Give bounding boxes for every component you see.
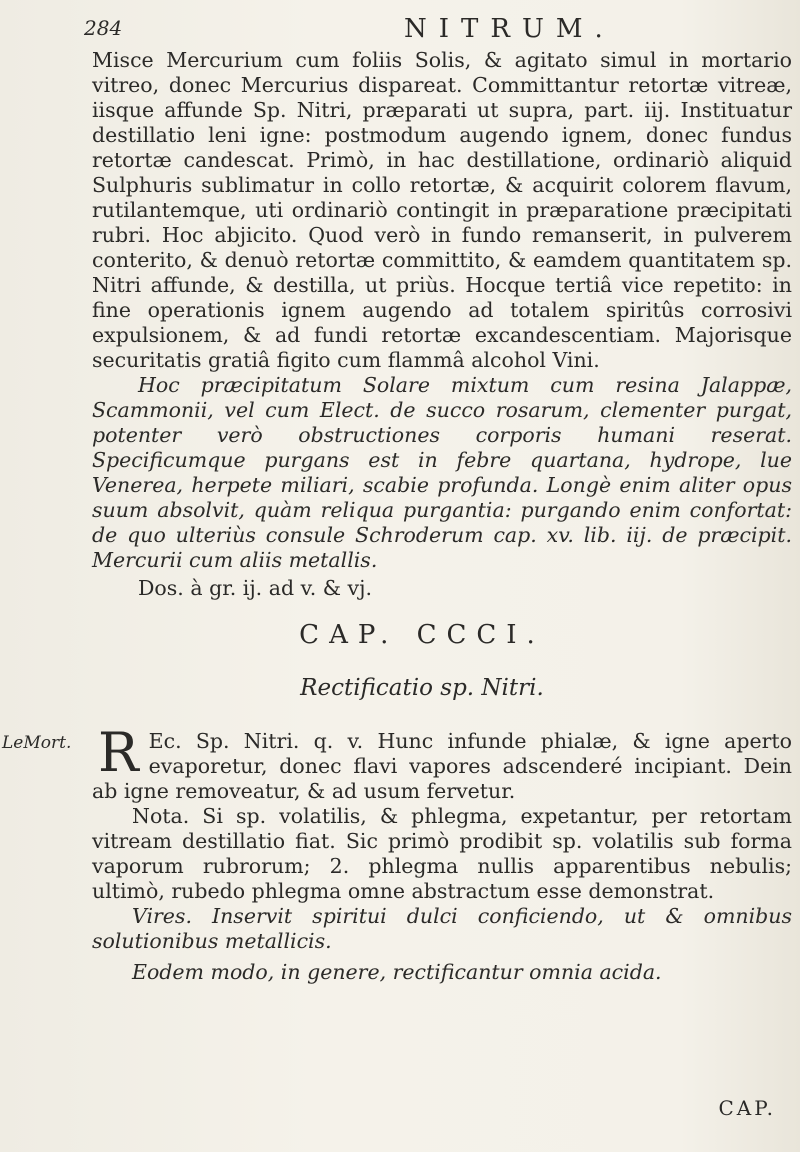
recipe-paragraph: Ec. Sp. Nitri. q. v. Hunc infunde phialæ, & igne aperto evaporetur, donec flavi vapores adscenderé incipiant. Dein ab igne removeatur, & ad usum fervetur. <box>92 729 792 803</box>
chapter-heading: CAP. CCCI. <box>299 620 545 650</box>
margin-note: LeMort. <box>2 733 72 753</box>
page-header <box>84 16 704 46</box>
paragraph-dose: Dos. à gr. ij. ad v. & vj. <box>138 576 372 600</box>
running-title: NITRUM. <box>404 14 615 44</box>
paragraph-virtues: Hoc præcipitatum Solare mixtum cum resina Jalappæ, Scammonii, vel cum Elect. de succo rosarum, clementer purgat, potenter verò obstructiones corporis humani reserat. Specificumque purgans est in febre quartana, hydrope, lue Venerea, herpete miliari, scabie profunda. Longè enim aliter opus suum absolvit, quàm reliqua purgantia: purgando enim confortat: de quo ulteriùs consule Schroderum cap. xv. lib. iij. de præcipit. Mercurii cum aliis metallis. <box>92 373 792 572</box>
page-number: 284 <box>84 16 123 40</box>
drop-cap: R <box>98 721 139 784</box>
paragraph-method: Misce Mercurium cum foliis Solis, & agitato simul in mortario vitreo, donec Mercurius dispareat. Committantur retortæ vitreæ, iisque affunde Sp. Nitri, præparati ut supra, part. iij. Instituatur destillatio leni igne: postmodum augendo ignem, donec fundus retortæ candescat. Primò, in hac destillatione, ordinariò aliquid Sulphuris sublimatur in collo retortæ, & acquirit colorem flavum, rutilantemque, uti ordinariò contingit in præparatione præcipitati rubri. Hoc abjicito. Quod verò in fundo remanserit, in pulverem conterito, & denuò retortæ committito, & eamdem quantitatem sp. Nitri affunde, & destilla, ut priùs. Hocque tertiâ vice repetito: in fine operationis ignem augendo ad totalem spiritûs corrosivi expulsionem, & ad fundi retortæ excandescentiam. Majorisque securitatis gratiâ figito cum flammâ alcohol Vini. <box>92 48 792 372</box>
section-title: Rectificatio sp. Nitri. <box>300 675 544 701</box>
vires-paragraph: Vires. Inservit spiritui dulci conficiendo, ut & omnibus solutionibus metallicis. <box>92 904 792 953</box>
catchword: CAP. <box>718 1096 776 1120</box>
recipe-block <box>2 721 792 804</box>
page-body <box>2 48 792 985</box>
note-paragraph: Nota. Si sp. volatilis, & phlegma, expetantur, per retortam vitream destillatio fiat. Sic primò prodibit sp. volatilis sub forma vaporum rubrorum; 2. phlegma nullis apparentibus nebulis; ultimò, rubedo phlegma omne abstractum esse demonstrat. <box>92 804 792 903</box>
closing-paragraph: Eodem modo, in genere, rectificantur omnia acida. <box>132 960 662 984</box>
